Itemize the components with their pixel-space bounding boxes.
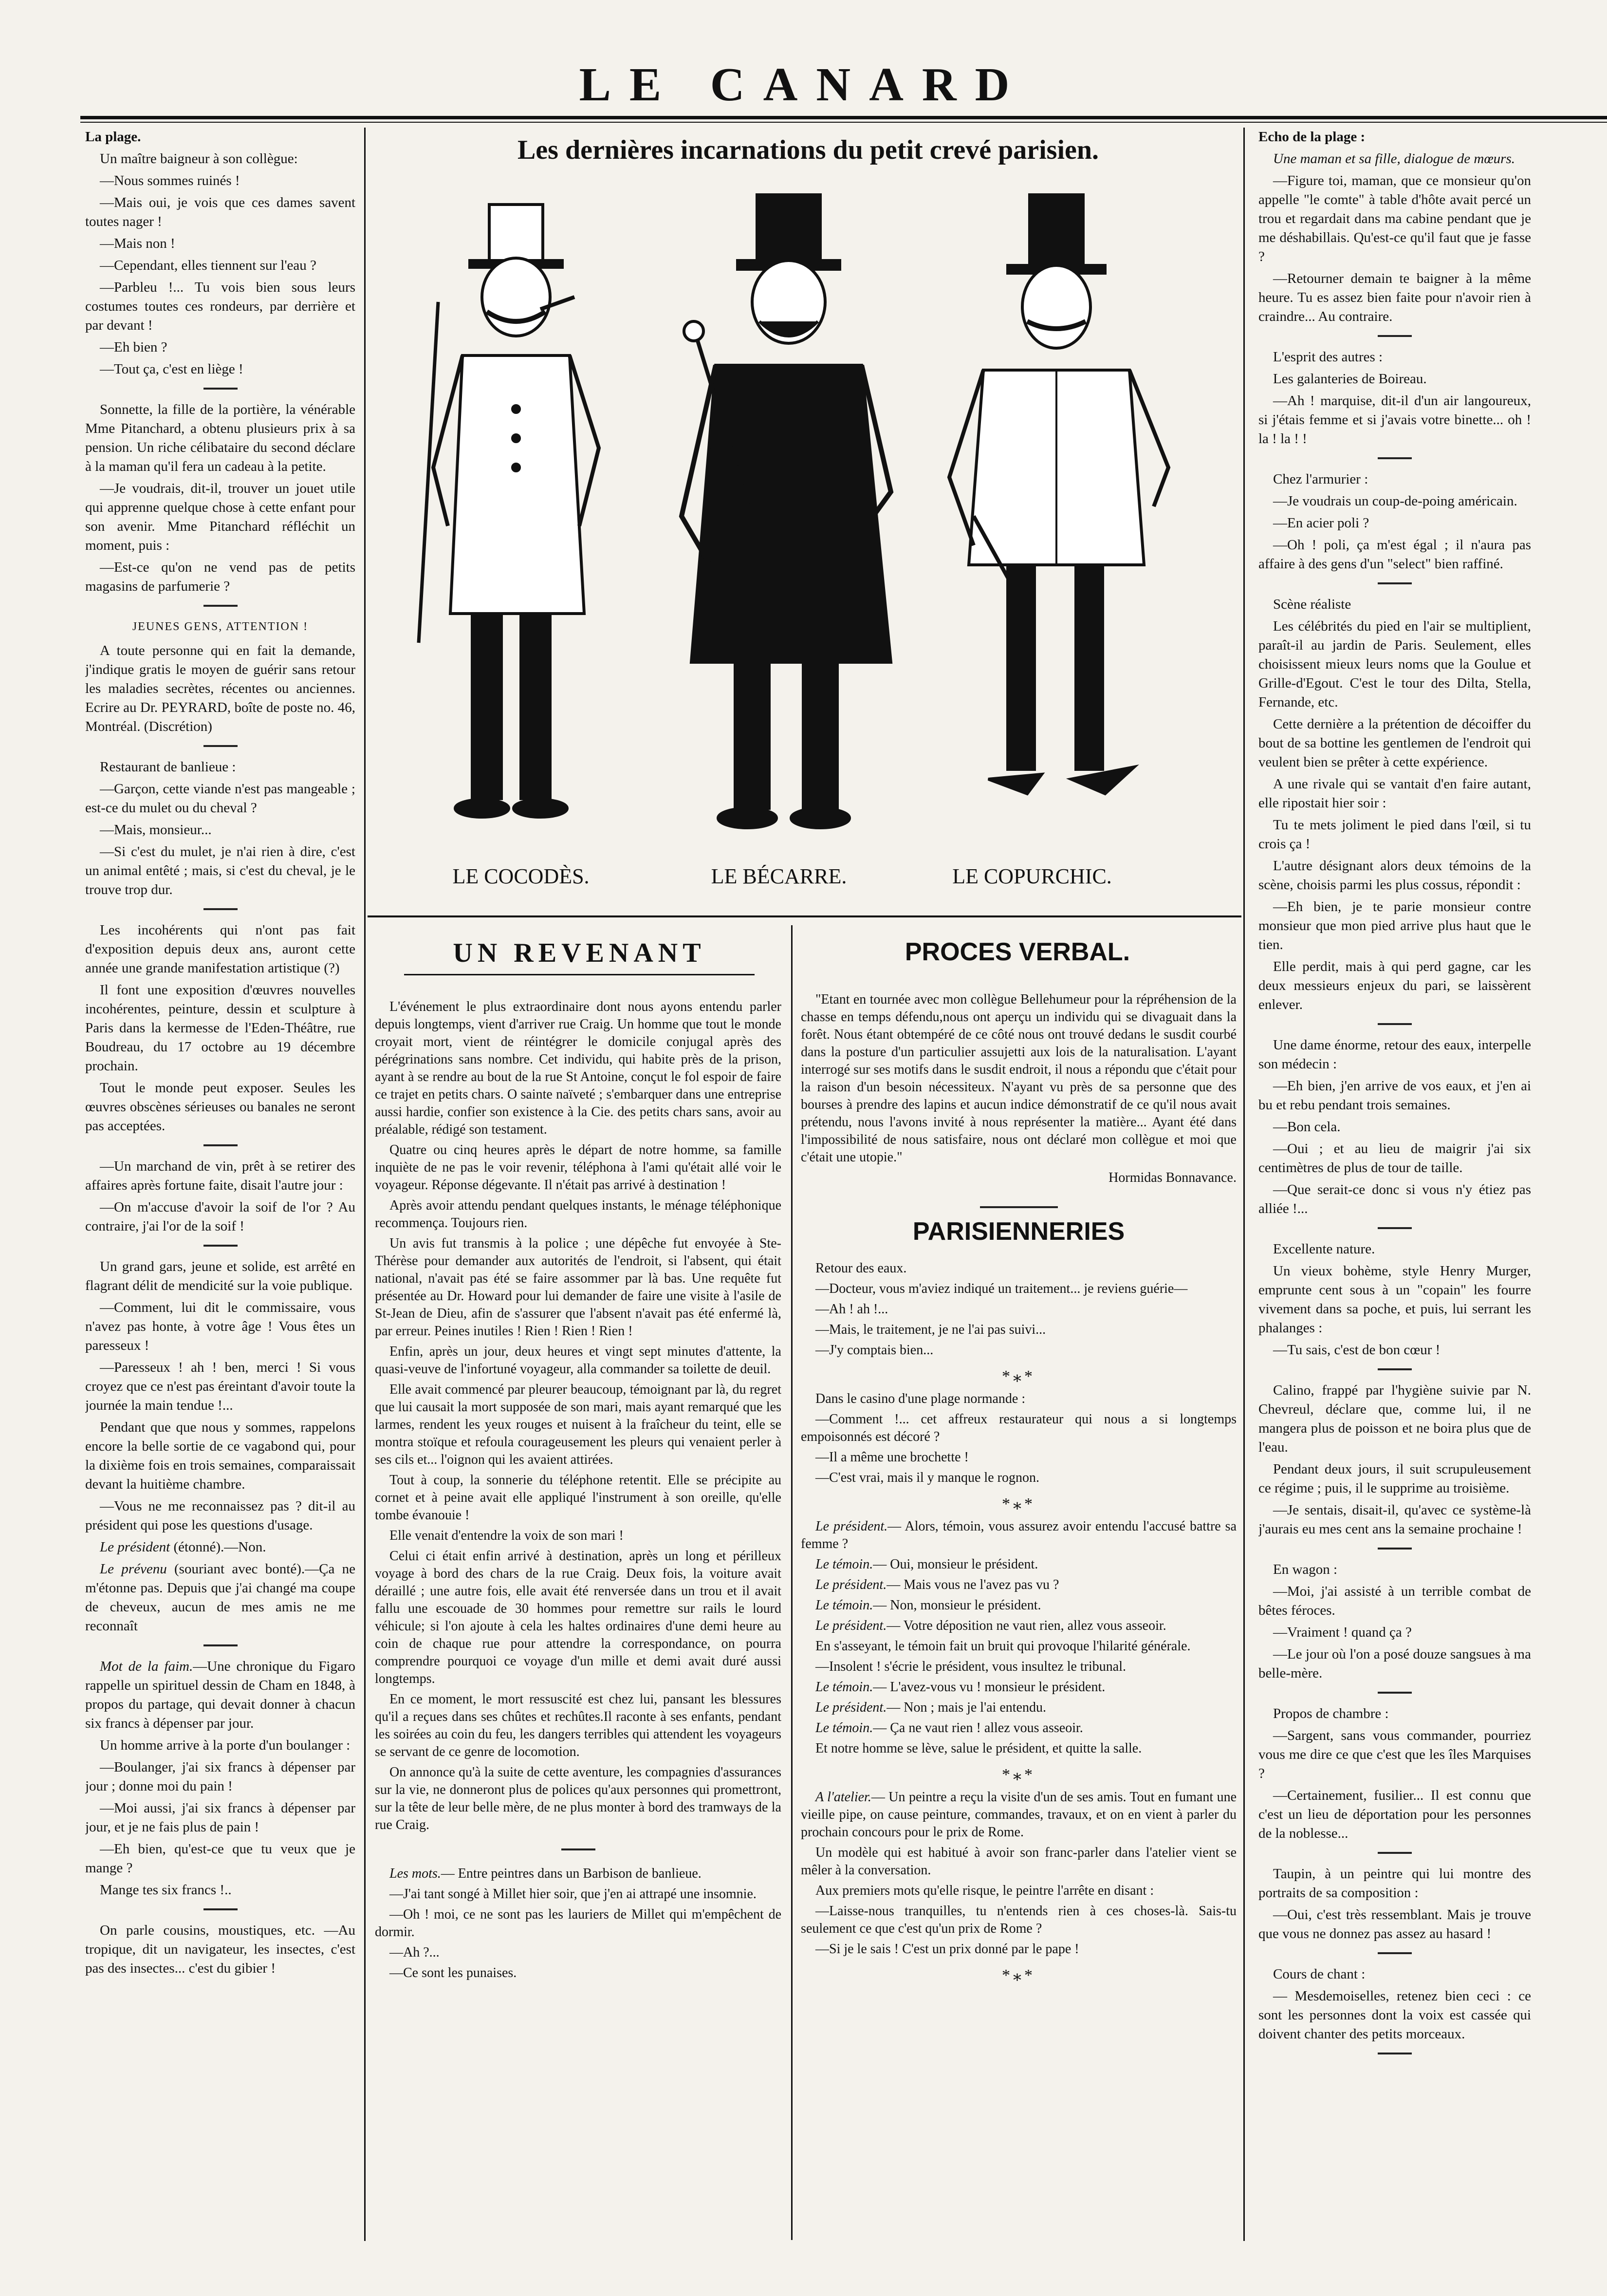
story-calino bbox=[1258, 1381, 1531, 1539]
asterism: *⁎* bbox=[1002, 1495, 1035, 1513]
separator bbox=[1378, 1227, 1412, 1229]
text-line: Un maître baigneur à son collègue: bbox=[100, 151, 298, 167]
story-title: Echo de la plage : bbox=[1258, 129, 1366, 145]
paragraph bbox=[85, 1657, 355, 1733]
story-atelier bbox=[801, 1789, 1237, 1958]
paragraph: —Est-ce qu'on ne vend pas de petits magasins de parfumerie ? bbox=[85, 560, 355, 594]
text-line: —Garçon, cette viande n'est pas mangeable ; est-ce du mulet ou du cheval ? bbox=[85, 781, 355, 816]
paragraph: —Eh bien, j'en arrive de vos eaux, et j'en ai bu et rebu pendant trois semaines. bbox=[1258, 1078, 1531, 1113]
paragraph: —Oui, c'est très ressemblant. Mais je trouve que vous ne donnez pas assez au hasard ! bbox=[1258, 1907, 1531, 1941]
story-sonnette bbox=[85, 400, 355, 596]
paragraph: —Laisse-nous tranquilles, tu n'entends rien à ces choses-là. Sais-tu seulement ce que c'est qu'un prix de Rome ? bbox=[801, 1904, 1237, 1936]
paragraph: —Boulanger, j'ai six francs à dépenser par jour ; donne moi du pain ! bbox=[85, 1759, 355, 1794]
separator bbox=[980, 1206, 1058, 1208]
paragraph: Taupin, à un peintre qui lui montre des portraits de sa composition : bbox=[1258, 1866, 1531, 1901]
section-title-revenant: UN REVENANT bbox=[453, 938, 706, 968]
figure-copurchic bbox=[949, 195, 1168, 794]
paragraph: On parle cousins, moustiques, etc. —Au tropique, dit un navigateur, les insectes, c'est pas des insectes... c'est du gibier ! bbox=[85, 1923, 355, 1976]
story-plage bbox=[85, 128, 355, 379]
paragraph: —Oui ; et au lieu de maigrir j'ai six centimètres de plus de tour de taille. bbox=[1258, 1141, 1531, 1176]
paragraph: —Figure toi, maman, que ce monsieur qu'on appelle "le comte" à table d'hôte avait percé un trou et regardait dans ma cabine pendant que je me déshabillais. Qu'est-ce qu'il faut que je fasse ? bbox=[1258, 173, 1531, 264]
story-title: Excellente nature. bbox=[1273, 1241, 1375, 1257]
text-line: —J'y comptais bien... bbox=[815, 1343, 934, 1358]
story-title: La plage. bbox=[85, 129, 141, 145]
text-line: —Comment !... cet affreux restaurateur qui nous a si longtemps empoisonnés est décoré ? bbox=[801, 1412, 1237, 1444]
story-cousins bbox=[85, 1921, 355, 1978]
paragraph: Tout à coup, la sonnerie du téléphone retentit. Elle se précipite au cornet et à peine avait elle appliqué l'instrument à son oreille, qu'elle tombe évanouie ! bbox=[375, 1473, 781, 1523]
story-chambre bbox=[1258, 1704, 1531, 1843]
text-line: —Mais, monsieur... bbox=[100, 822, 212, 838]
speech: — Non, monsieur le président. bbox=[873, 1598, 1041, 1613]
speech: — Oui, monsieur le président. bbox=[873, 1557, 1038, 1572]
story-proces-verbal bbox=[801, 991, 1237, 1187]
paragraph: Les incohérents qui n'ont pas fait d'exposition depuis deux ans, auront cette année une grande manifestation artistique (?) bbox=[85, 922, 355, 976]
paragraph: —Un marchand de vin, prêt à se retirer des affaires après fortune faite, disait l'autre jour : bbox=[85, 1158, 355, 1193]
story-incoherents bbox=[85, 921, 355, 1136]
speech: — Mais vous ne l'avez pas vu ? bbox=[887, 1577, 1059, 1592]
speaker: Le témoin. bbox=[815, 1680, 873, 1695]
figure-cocodes bbox=[419, 205, 599, 817]
column-revenant bbox=[375, 998, 781, 2240]
paragraph: Quatre ou cinq heures après le départ de notre homme, sa famille inquiète de ne pas le voir revenir, téléphona à l'ami qu'était allé voir le voyageur. Réponse dégevante. Il n'était pas arrivé à destination ! bbox=[375, 1142, 781, 1193]
paragraph: —Je voudrais, dit-il, trouver un jouet utile qui apprenne quelque chose à cette enfant pour son avenir. Mme Pitanchard réfléchit un moment, puis : bbox=[85, 481, 355, 553]
paragraph: Un modèle qui est habitué à avoir son franc-parler dans l'atelier vient se mêler à la conversation. bbox=[801, 1845, 1237, 1878]
paragraph: Sonnette, la fille de la portière, la vénérable Mme Pitanchard, a obtenu plusieurs prix à sa pension. Un riche célibataire du second déclare à la maman qu'il fera un cadeau à la petite. bbox=[85, 402, 355, 474]
advert-title: JEUNES GENS, ATTENTION ! bbox=[132, 620, 309, 633]
paragraph: — Mesdemoiselles, retenez bien ceci : ce sont les personnes dont la voix est cassée qui doivent chanter des petits morceaux. bbox=[1258, 1988, 1531, 2042]
paragraph: A toute personne qui en fait la demande, j'indique gratis le moyen de guérir sans retour les maladies secrètes, récentes ou anciennes. Ecrire au Dr. PEYRARD, boîte de poste no. 46, Montréal. (Discrétion) bbox=[85, 643, 355, 734]
dialogue-line bbox=[801, 1699, 1237, 1717]
paragraph: Pendant deux jours, il suit scrupuleusement ce régime ; puis, il le supprime au troisième. bbox=[1258, 1461, 1531, 1496]
dialogue-line bbox=[801, 1719, 1237, 1737]
text-line: Dans le casino d'une plage normande : bbox=[815, 1391, 1026, 1406]
paragraph bbox=[375, 1865, 781, 1883]
paragraph: —Comment, lui dit le commissaire, vous n'avez pas honte, à votre âge ! Vous êtes un paresseux ! bbox=[85, 1300, 355, 1353]
story-vin bbox=[85, 1157, 355, 1236]
separator bbox=[203, 388, 238, 390]
asterism: *⁎* bbox=[1002, 1766, 1035, 1784]
paragraph: —Moi, j'ai assisté à un terrible combat de bêtes féroces. bbox=[1258, 1584, 1531, 1618]
story-chant bbox=[1258, 1965, 1531, 2044]
speech: — L'avez-vous vu ! monsieur le président. bbox=[873, 1680, 1106, 1695]
paragraph: A une rivale qui se vantait d'en faire autant, elle ripostait hier soir : bbox=[1258, 776, 1531, 811]
story-armurier bbox=[1258, 470, 1531, 574]
paragraph: "Etant en tournée avec mon collègue Bellehumeur pour la répréhension de la chasse en temps défendu,nous ont aperçu un individu qui se divaguait dans la forêt. Nous étant obtempéré de ce côté nous ont trouvé dedans le susdit courbé dans la posture d'un particulier assujetti aux lois de la naturalisation. L'ayant interrogé sur ses motifs dans le susdit endroit, il nous a répondu que c'était pour la raison d'un besoin nécessiteux. N'ayant vu près de sa personne que des bourses à prendre des lapins et aucun indice démonstratif de ce qu'il nous avait prétendu, nous l'avons invité à nous représenter la matière... Ayant été dans l'impossibilité de nous satisfaire, nous ont déclaré mon collègue et moi que c'était une utopie." bbox=[801, 992, 1237, 1165]
paragraph: Aux premiers mots qu'elle risque, le peintre l'arrête en disant : bbox=[815, 1883, 1154, 1898]
paragraph: —J'ai tant songé à Millet hier soir, que j'en ai attrapé une insomnie. bbox=[389, 1886, 757, 1902]
paragraph: Un vieux bohème, style Henry Murger, emprunte cent sous à un "copain" les fourre vivement dans sa poche, et puis, lui serrant les phalanges : bbox=[1258, 1263, 1531, 1336]
paragraph: —Ce sont les punaises. bbox=[389, 1965, 517, 1980]
paragraph: —Eh bien, qu'est-ce que tu veux que je mange ? bbox=[85, 1841, 355, 1876]
story-jeunes-gens bbox=[85, 617, 355, 736]
paragraph: —Tu sais, c'est de bon cœur ! bbox=[1273, 1342, 1441, 1358]
speaker: Le président bbox=[100, 1539, 170, 1555]
cartoon-illustration bbox=[375, 175, 1237, 857]
paragraph: Pendant que que nous y sommes, rappelons encore la belle sortie de ce vagabond qui, pour la dixième fois en trois semaines, comparaissait devant la huitième chambre. bbox=[85, 1419, 355, 1492]
paragraph: —Vraiment ! quand ça ? bbox=[1273, 1624, 1412, 1640]
section-rule bbox=[368, 915, 1241, 917]
paragraph: —On m'accuse d'avoir la soif de l'or ? Au contraire, j'ai l'or de la soif ! bbox=[85, 1199, 355, 1234]
text-line: —Ah ! ah !... bbox=[815, 1302, 888, 1317]
separator bbox=[203, 1644, 238, 1646]
paragraph: Cette dernière a la prétention de décoiffer du bout de sa bottine les gentlemen de l'endroit qui veulent bien se prêter à cette expérience. bbox=[1258, 716, 1531, 770]
paragraph: En s'asseyant, le témoin fait un bruit qui provoque l'hilarité générale. bbox=[815, 1639, 1191, 1654]
text-line: Retour des eaux. bbox=[815, 1261, 907, 1276]
text-line: —C'est vrai, mais il y manque le rognon. bbox=[815, 1470, 1039, 1485]
dialogue-line bbox=[801, 1556, 1237, 1573]
story-tribunal bbox=[801, 1518, 1237, 1757]
speech: — Votre déposition ne vaut rien, allez vous asseoir. bbox=[887, 1618, 1166, 1633]
paragraph: Un avis fut transmis à la police ; une dépêche fut envoyée à Ste-Thérèse pour demander aux autorités de l'endroit, si l'absent, qui était national, n'avait pas été se faire assommer par là bas. Une requête fut présentée au Dr. Howard pour lui demander de faire une visite à l'asile de St-Jean de Dieu, afin de s'assurer que l'absent n'avait pas été enfermé là, par erreur. Peines inutiles ! Rien ! Rien ! Rien ! bbox=[375, 1236, 781, 1339]
paragraph: Une dame énorme, retour des eaux, interpelle son médecin : bbox=[1258, 1037, 1531, 1072]
paragraph: —Que serait-ce donc si vous n'y étiez pas alliée !... bbox=[1258, 1182, 1531, 1216]
caption-cocodes: LE COCODÈS. bbox=[452, 864, 590, 888]
paragraph: L'événement le plus extraordinaire dont nous ayons entendu parler depuis longtemps, vient d'arriver rue Craig. Un homme que tout le monde croyait mort, vient de réintégrer le domicile conjugal après des pérégrinations sans nombre. Cet individu, qui habite près de la prison, ayant à se rendre au bout de la rue St Antoine, conçut le fol espoir de faire ce trajet en petits chars. O sainte naïveté ; s'embarquer dans une entreprise aussi hardie, confier son existence à la Cie. des petits chars sans, avoir au préalable, rédigé son testament. bbox=[375, 999, 781, 1137]
speaker: Le témoin. bbox=[815, 1720, 873, 1736]
asterism: *⁎* bbox=[1002, 1966, 1035, 1984]
separator bbox=[203, 1245, 238, 1247]
paragraph: Calino, frappé par l'hygiène suivie par N. Chevreul, déclare que, comme lui, il ne mangera plus de poisson et ne boira plus que de l'eau. bbox=[1258, 1382, 1531, 1455]
paragraph bbox=[85, 1538, 355, 1557]
section-title-proces-verbal: PROCES VERBAL. bbox=[905, 938, 1130, 966]
story-retour-eaux bbox=[801, 1260, 1237, 1359]
story-title: Restaurant de banlieue : bbox=[100, 759, 236, 775]
story-title: Chez l'armurier : bbox=[1273, 471, 1368, 487]
story-nature bbox=[1258, 1240, 1531, 1360]
column-divider bbox=[791, 925, 793, 2240]
text-line: —Nous sommes ruinés ! bbox=[100, 173, 240, 188]
text-line: —Mais oui, je vois que ces dames savent toutes nager ! bbox=[85, 195, 355, 229]
paragraph: —Vous ne me reconnaissez pas ? dit-il au président qui pose les questions d'usage. bbox=[85, 1498, 355, 1533]
separator bbox=[203, 745, 238, 747]
paragraph: —Oh ! moi, ce ne sont pas les lauriers de Millet qui m'empêchent de dormir. bbox=[375, 1907, 781, 1940]
story-title: A l'atelier. bbox=[815, 1790, 871, 1805]
paragraph: —Je voudrais un coup-de-poing américain. bbox=[1273, 493, 1517, 509]
separator bbox=[203, 1144, 238, 1146]
text-line: —Tout ça, c'est en liège ! bbox=[100, 361, 243, 377]
paragraph: Les célébrités du pied en l'air se multiplient, paraît-il au jardin de Paris. Seulement, elles choisissent mieux leurs noms que la Goulue et Grille-d'Egout. C'est le tour des Dilta, Stella, Fernande, etc. bbox=[1258, 618, 1531, 710]
separator bbox=[203, 908, 238, 910]
separator bbox=[561, 1848, 595, 1850]
speaker: Le prévenu bbox=[100, 1561, 167, 1577]
paragraph: —Eh bien, je te parie monsieur contre monsieur que mon pied arrive plus haut que le tien. bbox=[1258, 899, 1531, 952]
paragraph: —Bon cela. bbox=[1273, 1119, 1341, 1135]
paragraph: Celui ci était enfin arrivé à destination, après un long et périlleux voyage à bord des chars de la rue Craig. Deux fois, la voiture avait déraillé ; une autre fois, elle avait été renversée dans un trou et il avait fallu une escouade de 30 hommes pour remettre sur rails le lourd véhicule; si l'on ajoute à cela les haltes ordinaires d'une demi heure au coin de chaque rue pour attendre la correspondance, on pourra comprendre pourquoi ce voyage d'un mille et demi avait duré aussi longtemps. bbox=[375, 1549, 781, 1686]
speech: — Ça ne vaut rien ! allez vous asseoir. bbox=[873, 1720, 1083, 1736]
paragraph: Après avoir attendu pendant quelques instants, le ménage téléphonique recommença. Toujours rien. bbox=[375, 1198, 781, 1231]
story-scene bbox=[1258, 595, 1531, 1014]
paragraph: Enfin, après un jour, deux heures et vingt sept minutes d'attente, la quasi-veuve de l'infortuné voyageur, alla commander sa toilette de deuil. bbox=[375, 1344, 781, 1377]
cartoon-title: Les dernières incarnations du petit crevé parisien. bbox=[517, 135, 1099, 165]
dialogue-line bbox=[801, 1617, 1237, 1635]
paragraph: Les galanteries de Boireau. bbox=[1273, 371, 1427, 387]
figure-becarre bbox=[682, 195, 891, 828]
text-line: —Eh bien ? bbox=[100, 339, 167, 355]
paragraph bbox=[801, 1789, 1237, 1841]
speech: — Alors, témoin, vous assurez avoir entendu l'accusé battre sa femme ? bbox=[801, 1519, 1237, 1551]
paragraph: —Si je le sais ! C'est un prix donné par le pape ! bbox=[815, 1941, 1079, 1957]
paragraph: Un grand gars, jeune et solide, est arrêté en flagrant délit de mendicité sur la voie publique. bbox=[85, 1259, 355, 1293]
text-line: —Si c'est du mulet, je n'ai rien à dire, c'est un animal entêté ; mais, si c'est du cheval, je le trouve trop dur. bbox=[85, 844, 355, 897]
paragraph: L'autre désignant alors deux témoins de la scène, choisis parmi les plus cossus, répondit : bbox=[1258, 858, 1531, 893]
separator bbox=[1378, 1023, 1412, 1025]
paragraph: —Ah ! marquise, dit-il d'un air langoureux, si j'étais femme et si j'avais votre binette... oh ! la ! la ! ! bbox=[1258, 393, 1531, 447]
speech: (étonné).—Non. bbox=[170, 1539, 266, 1555]
paragraph: Et notre homme se lève, salue le président, et quitte la salle. bbox=[815, 1741, 1142, 1756]
column-left bbox=[85, 128, 355, 2241]
story-wagon bbox=[1258, 1560, 1531, 1683]
masthead: LE CANARD bbox=[579, 58, 1028, 111]
story-casino bbox=[801, 1390, 1237, 1487]
paragraph: En ce moment, le mort ressuscité est chez lui, pansant les blessures qu'il a reçues dans ses chûtes et rechûtes.Il raconte à ses enfants, pendant les soirées au coin du feu, les dangers terribles qui attendent les voyageurs se servant de ce genre de locomotion. bbox=[375, 1692, 781, 1759]
paragraph: —Oh ! poli, ça m'est égal ; il n'aura pas affaire à des gens d'un "select" bien raffiné. bbox=[1258, 537, 1531, 572]
caption-copurchic: LE COPURCHIC. bbox=[952, 864, 1112, 888]
column-divider bbox=[364, 128, 366, 2241]
separator bbox=[1378, 2053, 1412, 2054]
separator bbox=[1378, 1852, 1412, 1854]
asterism: *⁎* bbox=[1002, 1367, 1035, 1385]
story-esprit bbox=[1258, 348, 1531, 448]
story-title: En wagon : bbox=[1273, 1562, 1338, 1577]
text-line: —Cependant, elles tiennent sur l'eau ? bbox=[100, 258, 316, 273]
paragraph: Elle perdit, mais à qui perd gagne, car les deux messieurs enjeux du pari, se laissèrent enlever. bbox=[1258, 959, 1531, 1012]
text-line: —Parbleu !... Tu vois bien sous leurs costumes toutes ces rondeurs, par derrière et par devant ! bbox=[85, 280, 355, 333]
separator bbox=[1378, 582, 1412, 584]
signature: Hormidas Bonnavance. bbox=[1108, 1170, 1237, 1185]
column-divider bbox=[1243, 128, 1245, 2241]
story-echo-plage bbox=[1258, 128, 1531, 326]
story-title: Cours de chant : bbox=[1273, 1966, 1366, 1982]
paragraph: Tout le monde peut exposer. Seules les œuvres obscènes sérieuses ou banales ne seront pas acceptées. bbox=[85, 1080, 355, 1134]
paragraph: —Ah ?... bbox=[389, 1945, 440, 1960]
story-title: Scène réaliste bbox=[1273, 597, 1351, 612]
speaker: Le témoin. bbox=[815, 1598, 873, 1613]
section-title-parisienneries: PARISIENNERIES bbox=[912, 1217, 1125, 1246]
story-text: —Une chronique du Figaro rappelle un spirituel dessin de Cham en 1848, à propos du partage, qui devait donner à chacun six francs à dépenser par jour. bbox=[85, 1659, 355, 1731]
paragraph: Elle avait commencé par pleurer beaucoup, témoignant par là, du regret que lui causait la mort supposée de son mari, mais ayant remarqué que les larmes, rendent les yeux rouges et nuisent à la fraîcheur du teint, elle se montra stoïque et refoula courageusement les pleurs qui venaient perler à ses cils et... l'oignon qui les avaient attirées. bbox=[375, 1382, 781, 1467]
paragraph: —Le jour où l'on a posé douze sangsues à ma belle-mère. bbox=[1258, 1646, 1531, 1681]
paragraph: —Certainement, fusilier... Il est connu que c'est un lieu de déportation pour les personnes de la noblesse... bbox=[1258, 1788, 1531, 1841]
speaker: Le président. bbox=[815, 1618, 887, 1633]
paragraph: —Je sentais, disait-il, qu'avec ce système-là j'aurais eu mes cent ans la semaine prochaine ! bbox=[1258, 1502, 1531, 1537]
dialogue-line bbox=[801, 1679, 1237, 1696]
paragraph: Il font une exposition d'œuvres nouvelles incohérentes, peinture, dessin et sculpture à Paris dans la kermesse de l'Eden-Théâtre, rue Boudreau, du 17 octobre au 19 décembre prochain. bbox=[85, 982, 355, 1074]
paragraph: On annonce qu'à la suite de cette aventure, les compagnies d'assurances sur la vie, ne donneront plus de polices qu'aux personnes qui promettront, sur la tête de leur belle mère, de ne plus monter à bord des tramways de la rue Craig. bbox=[375, 1765, 781, 1832]
paragraph: —En acier poli ? bbox=[1273, 515, 1369, 531]
separator bbox=[1378, 1952, 1412, 1954]
story-title: L'esprit des autres : bbox=[1273, 349, 1383, 365]
paragraph: Tu te mets joliment le pied dans l'œil, si tu crois ça ! bbox=[1258, 817, 1531, 852]
paragraph bbox=[85, 1560, 355, 1636]
separator bbox=[1378, 1548, 1412, 1549]
masthead-rule-thin bbox=[80, 122, 1607, 123]
masthead-rule bbox=[80, 116, 1607, 119]
story-title: Propos de chambre : bbox=[1273, 1706, 1389, 1721]
story-title: Mot de la faim. bbox=[100, 1659, 193, 1674]
paragraph: Un homme arrive à la porte d'un boulanger : bbox=[100, 1737, 351, 1753]
speaker: Le président. bbox=[815, 1700, 887, 1715]
speaker: Le témoin. bbox=[815, 1557, 873, 1572]
separator bbox=[1378, 335, 1412, 337]
paragraph: Mange tes six francs !.. bbox=[100, 1882, 232, 1898]
paragraph: —Retourner demain te baigner à la même heure. Tu es assez bien faite pour n'avoir rien à craindre... Au contraire. bbox=[1258, 271, 1531, 324]
dialogue-line bbox=[801, 1576, 1237, 1594]
story-banlieue bbox=[85, 758, 355, 899]
paragraph: —Sargent, sans vous commander, pourriez vous me dire ce que c'est que les îles Marquises ? bbox=[1258, 1728, 1531, 1781]
paragraph: —Insolent ! s'écrie le président, vous insultez le tribunal. bbox=[815, 1659, 1126, 1674]
separator bbox=[203, 1908, 238, 1910]
text-line: —Docteur, vous m'aviez indiqué un traitement... je reviens guérie— bbox=[815, 1281, 1188, 1296]
story-text: — Un peintre a reçu la visite d'un de ses amis. Tout en fumant une vieille pipe, on cause peinture, commandes, travaux, et on en vient à parler du prochain concours pour le prix de Rome. bbox=[801, 1790, 1237, 1840]
speech: — Non ; mais je l'ai entendu. bbox=[887, 1700, 1046, 1715]
speech: (souriant avec bonté).—Ça ne m'étonne pas. Depuis que j'ai changé ma coupe de cheveux, aucun de mes amis ne me reconnaît bbox=[85, 1561, 355, 1634]
dialogue-line bbox=[801, 1597, 1237, 1614]
story-text: — Entre peintres dans un Barbison de banlieue. bbox=[441, 1866, 702, 1881]
story-dame bbox=[1258, 1036, 1531, 1218]
story-title: Les mots. bbox=[389, 1866, 441, 1881]
paragraph: Elle venait d'entendre la voix de son mari ! bbox=[389, 1528, 624, 1543]
text-line: —Mais, le traitement, je ne l'ai pas suivi... bbox=[815, 1322, 1046, 1337]
column-right bbox=[1258, 128, 1531, 2241]
caption-becarre: LE BÉCARRE. bbox=[711, 864, 847, 888]
speaker: Le président. bbox=[815, 1519, 888, 1534]
story-subtitle: Une maman et sa fille, dialogue de mœurs. bbox=[1273, 151, 1515, 167]
dialogue-line bbox=[801, 1518, 1237, 1553]
title-underline bbox=[404, 974, 755, 975]
text-line: —Il a même une brochette ! bbox=[815, 1450, 969, 1465]
separator bbox=[203, 605, 238, 607]
story-faim bbox=[85, 1657, 355, 1900]
paragraph: —Moi aussi, j'ai six francs à dépenser par jour, et je ne fais plus de pain ! bbox=[85, 1800, 355, 1835]
paragraph: —Paresseux ! ah ! ben, merci ! Si vous croyez que ce n'est pas éreintant d'avoir toute la journée la main tendue !... bbox=[85, 1360, 355, 1413]
story-gars bbox=[85, 1257, 355, 1636]
text-line: —Mais non ! bbox=[100, 236, 175, 251]
column-right-center bbox=[801, 991, 1237, 2240]
story-taupin bbox=[1258, 1865, 1531, 1943]
separator bbox=[1378, 1692, 1412, 1694]
separator bbox=[1378, 1368, 1412, 1370]
separator bbox=[1378, 457, 1412, 459]
speaker: Le président. bbox=[815, 1577, 887, 1592]
